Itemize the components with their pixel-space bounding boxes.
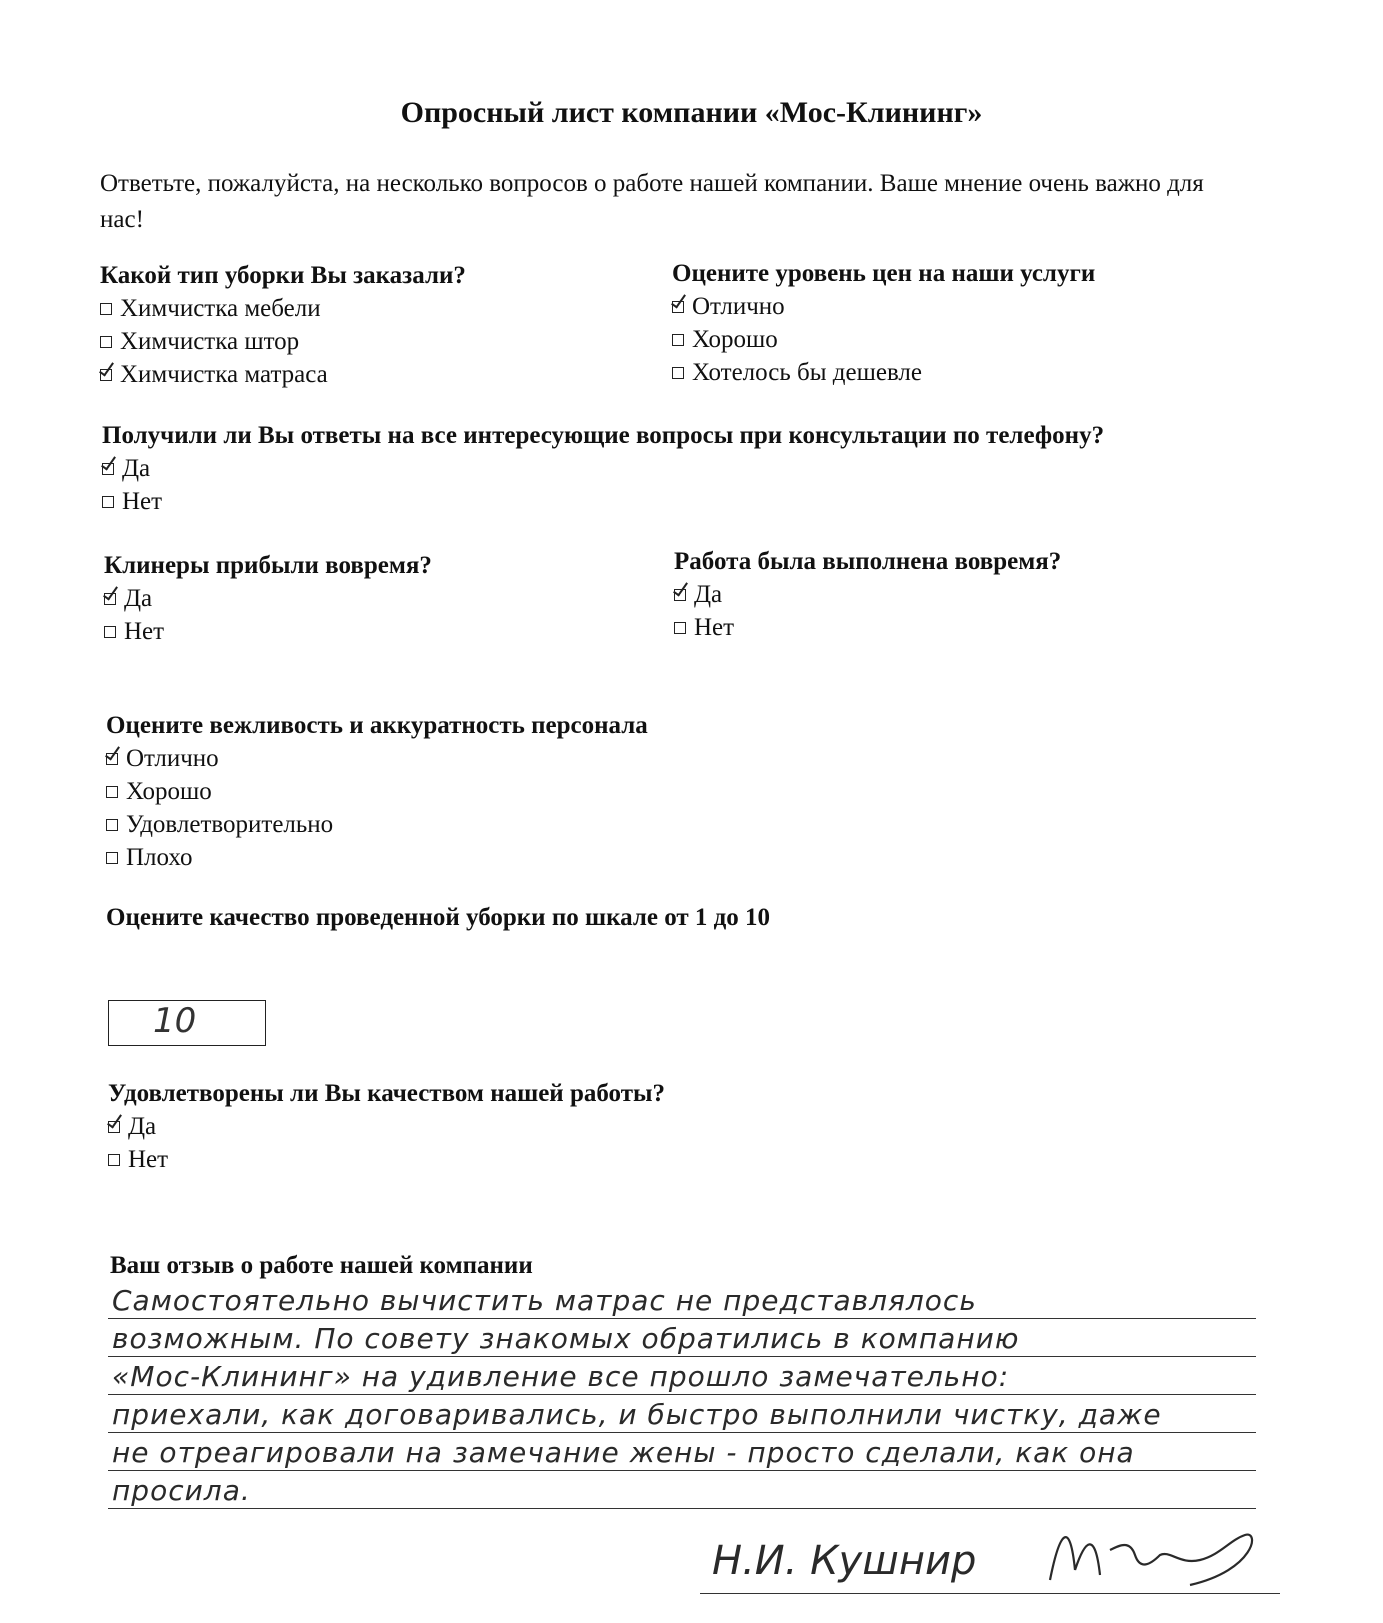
answer-option[interactable] (674, 611, 1061, 644)
question-title: Какой тип уборки Вы заказали? (100, 262, 466, 289)
question-staff-politeness (106, 710, 648, 874)
question-work-on-time (674, 546, 1061, 644)
option-label: Удовлетворительно (126, 811, 334, 838)
option-label: Химчистка штор (120, 328, 300, 355)
signature-name: Н.И. Кушнир (712, 1538, 977, 1584)
review-text-line: не отреагировали на замечание жены - просто сделали, как она (112, 1436, 1135, 1469)
checkbox-icon[interactable] (102, 496, 114, 508)
checkbox-icon[interactable] (108, 1154, 120, 1166)
checkbox-icon[interactable] (672, 367, 684, 379)
answer-option[interactable] (672, 323, 1095, 356)
review-text-line: «Мос-Клининг» на удивление все прошло замечательно: (112, 1360, 1010, 1393)
option-label: Химчистка матраса (120, 361, 328, 388)
answer-option[interactable] (104, 582, 432, 615)
answer-option[interactable] (106, 841, 648, 874)
answer-option[interactable] (108, 1143, 665, 1176)
question-satisfied (108, 1078, 665, 1176)
option-label: Отлично (692, 293, 785, 320)
checkbox-icon[interactable] (100, 303, 112, 315)
checkbox-icon[interactable] (104, 626, 116, 638)
answer-option[interactable] (108, 1110, 665, 1143)
option-label: Плохо (126, 844, 193, 871)
option-label: Нет (128, 1146, 169, 1173)
question-cleaners-arrived (104, 550, 432, 648)
option-label: Нет (122, 488, 163, 515)
review-handwritten-text[interactable] (112, 1282, 1262, 1510)
answer-option[interactable] (102, 485, 1104, 518)
question-title: Клинеры прибыли вовремя? (104, 552, 432, 579)
checkbox-icon[interactable] (106, 819, 118, 831)
checkbox-icon[interactable] (100, 336, 112, 348)
review-text-line: возможным. По совету знакомых обратились в компанию (112, 1322, 1020, 1355)
checkbox-icon[interactable] (106, 852, 118, 864)
checked-checkbox-icon[interactable] (106, 753, 118, 765)
checked-checkbox-icon[interactable] (100, 369, 112, 381)
option-label: Да (124, 585, 153, 612)
signature-line (700, 1593, 1280, 1594)
checked-checkbox-icon[interactable] (104, 593, 116, 605)
option-label: Химчистка мебели (120, 295, 321, 322)
review-text-line: приехали, как договаривались, и быстро выполнили чистку, даже (112, 1398, 1162, 1431)
answer-option[interactable] (100, 358, 466, 391)
answer-option[interactable] (672, 356, 1095, 389)
checked-checkbox-icon[interactable] (672, 301, 684, 313)
question-title: Оцените качество проведенной уборки по шкале от 1 до 10 (106, 904, 771, 931)
checkbox-icon[interactable] (674, 622, 686, 634)
question-title: Работа была выполнена вовремя? (674, 548, 1062, 575)
option-label: Отлично (126, 745, 219, 772)
question-price-level (672, 258, 1095, 389)
answer-option[interactable] (102, 452, 1104, 485)
option-label: Да (128, 1113, 157, 1140)
question-cleaning-type (100, 260, 466, 391)
checked-checkbox-icon[interactable] (102, 463, 114, 475)
question-title: Оцените вежливость и аккуратность персонала (106, 712, 648, 739)
score-value: 10 (153, 1001, 197, 1041)
question-title: Удовлетворены ли Вы качеством нашей работы? (108, 1080, 666, 1107)
question-quality-score (106, 902, 770, 934)
checkbox-icon[interactable] (106, 786, 118, 798)
option-label: Да (122, 455, 151, 482)
checked-checkbox-icon[interactable] (108, 1121, 120, 1133)
option-label: Хорошо (126, 778, 212, 805)
answer-option[interactable] (100, 325, 466, 358)
answer-option[interactable] (106, 808, 648, 841)
page-title: Опросный лист компании «Мос-Клининг» (400, 96, 983, 129)
option-label: Да (694, 581, 723, 608)
question-title: Получили ли Вы ответы на все интересующие вопросы при консультации по телефону? (102, 422, 1105, 449)
review-title: Ваш отзыв о работе нашей компании (110, 1252, 533, 1279)
option-label: Хотелось бы дешевле (692, 359, 922, 386)
answer-option[interactable] (104, 615, 432, 648)
answer-option[interactable] (100, 292, 466, 325)
answer-option[interactable] (106, 775, 648, 808)
review-text-line: Самостоятельно вычистить матрас не представлялось (112, 1284, 977, 1317)
checked-checkbox-icon[interactable] (674, 589, 686, 601)
review-text-line: просила. (112, 1474, 251, 1507)
score-input[interactable] (108, 1000, 266, 1046)
answer-option[interactable] (106, 742, 648, 775)
answer-option[interactable] (674, 578, 1061, 611)
question-phone-consultation (102, 420, 1104, 518)
checkbox-icon[interactable] (672, 334, 684, 346)
option-label: Хорошо (692, 326, 778, 353)
question-title: Оцените уровень цен на наши услуги (672, 260, 1096, 287)
answer-option[interactable] (672, 290, 1095, 323)
option-label: Нет (124, 618, 165, 645)
option-label: Нет (694, 614, 735, 641)
signature-scribble (1040, 1510, 1270, 1600)
intro-text: Ответьте, пожалуйста, на несколько вопросов о работе нашей компании. Ваше мнение очень важно для нас! (100, 170, 1204, 233)
